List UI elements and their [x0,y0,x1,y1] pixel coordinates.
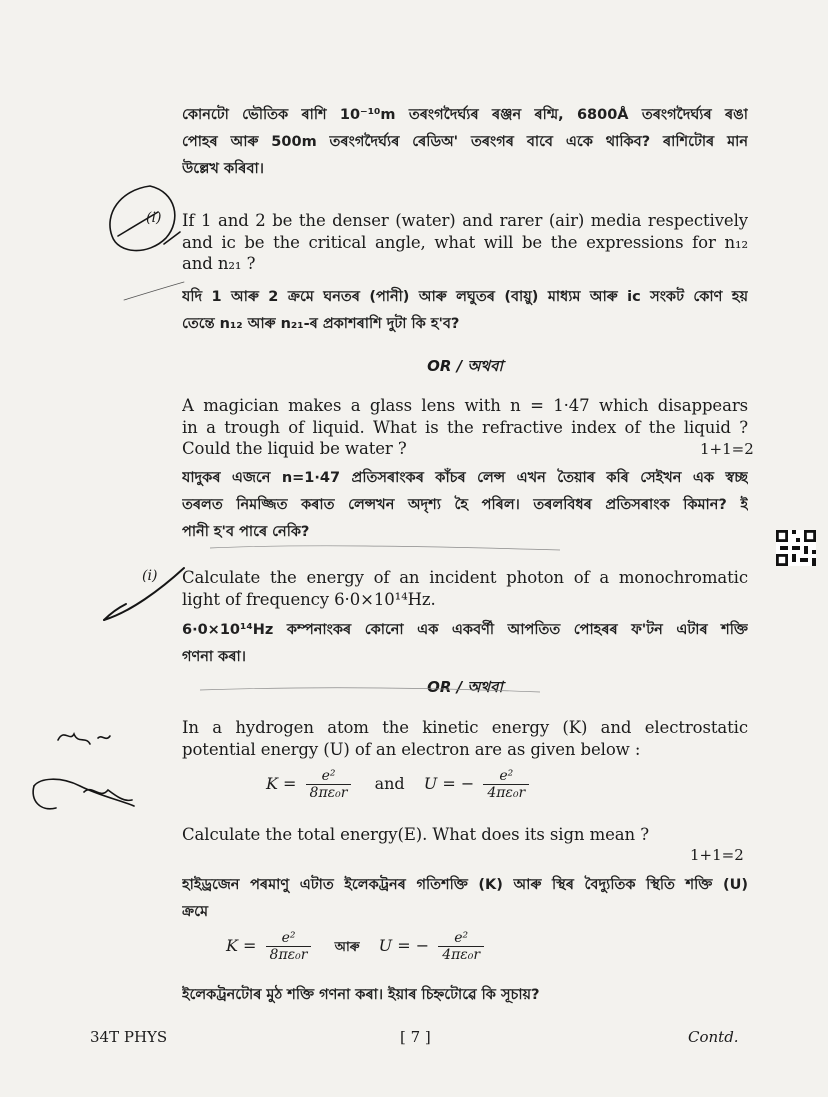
text-line: ইলেকট্ৰনটোৰ মুঠ শক্তি গণনা কৰা। ইয়াৰ চিহ্নটোৱে কি সূচায়? [182,987,540,1003]
text-line: পানী হ'ব পাৰে নেকি? [182,524,310,540]
paper-code: 34T PHYS [90,1028,168,1046]
u-lhs: U = − [423,774,475,793]
continued-label: Contd. [688,1028,739,1046]
pencil-line [124,282,184,300]
u-denominator: 4πε₀r [442,947,481,963]
show-through-line [200,688,540,692]
circle-stroke [118,212,158,236]
text-line: In a hydrogen atom the kinetic energy (K) and electrostatic [182,718,748,737]
text-line: তেন্তে n₁₂ আৰু n₂₁-ৰ প্ৰকাশৰাশি দুটা কি হ'ব? [182,316,460,332]
u-numerator: e² [438,930,484,947]
k-denominator: 8πε₀r [269,947,308,963]
text-line: light of frequency 6·0×10¹⁴Hz. [182,589,436,609]
u-lhs: U = − [378,936,430,955]
marks: 1+1=2 [690,846,744,864]
text-line: and iᴄ be the critical angle, what will be the expressions for n₁₂ [182,232,748,252]
text-line: in a trough of liquid. What is the refractive index of the liquid ? [182,417,748,437]
show-through-line [210,546,560,550]
text-line: পোহৰ আৰু 500m তৰংগদৈৰ্ঘ্যৰ ৰেডিঅ' তৰংগৰ বাবে একে থাকিব? ৰাশিটোৰ মান [182,134,748,150]
text-line: 6·0×10¹⁴Hz কম্পনাংকৰ কোনো এক একবৰ্ণী আপতিত পোহৰৰ ফ'টন এটাৰ শক্তি [182,622,748,638]
text-line: Calculate the total energy(E). What does its sign mean ? [182,825,649,844]
text-line: গণনা কৰা। [182,649,246,665]
handwriting-w [98,736,110,738]
text-line: যদি 1 আৰু 2 ক্ৰমে ঘনতৰ (পানী) আৰু লঘুতৰ (বায়ু) মাধ্যম আৰু iᴄ সংকট কোণ হয় [182,289,748,305]
k-lhs: K = [266,774,297,793]
tick-mark [104,568,184,620]
handwriting-na [58,734,90,744]
k-numerator: e² [306,768,352,785]
text-line: ক্ৰমে [182,904,209,920]
circle-scribble [110,186,175,251]
or-divider: OR / অথবা [427,678,503,696]
u-denominator: 4πε₀r [487,785,526,801]
text-line: হাইড্ৰজেন পৰমাণু এটাত ইলেকট্ৰনৰ গতিশক্তি (K) আৰু স্থিৰ বৈদ্যুতিক স্থিতি শক্তি (U) [182,877,748,893]
and-word-assamese: আৰু [334,940,360,955]
k-denominator: 8πε₀r [309,785,348,801]
text-line: Could the liquid be water ? [182,439,407,458]
text-line: and n₂₁ ? [182,254,256,273]
marks: 1+1=2 [700,440,754,458]
u-numerator: e² [483,768,529,785]
text-line: A magician makes a glass lens with n = 1·47 which disappears [182,396,748,415]
text-line: potential energy (U) of an electron are as given below : [182,739,641,759]
k-lhs: K = [226,936,257,955]
text-line: তৰলত নিমজ্জিত কৰাত লেন্সখন অদৃশ্য হৈ পৰিল। তৰলবিধৰ প্ৰতিসৰাংক কিমান? ই [182,497,748,513]
or-divider: OR / অথবা [427,357,503,375]
question-label: (i) [142,568,158,584]
and-word: and [374,774,405,793]
page-number: [ 7 ] [400,1028,431,1046]
handwriting-paren [33,786,56,809]
text-line: উল্লেখ কৰিবা। [182,161,264,177]
text-line: If 1 and 2 be the denser (water) and rarer (air) media respectively [182,211,748,230]
text-line: কোনটো ভৌতিক ৰাশি 10⁻¹⁰m তৰংগদৈৰ্ঘ্যৰ ৰঞ্জন ৰশ্মি, 6800Å তৰংগদৈৰ্ঘ্যৰ ৰঙা [182,107,748,123]
question-label: (i) [146,210,162,226]
text-line: Calculate the energy of an incident photon of a monochromatic [182,568,748,587]
k-numerator: e² [266,930,312,947]
text-line: যাদুকৰ এজনে n=1·47 প্ৰতিসৰাংকৰ কাঁচৰ লেন্স এখন তৈয়াৰ কৰি সেইখন এক স্বচ্ছ [182,470,748,486]
